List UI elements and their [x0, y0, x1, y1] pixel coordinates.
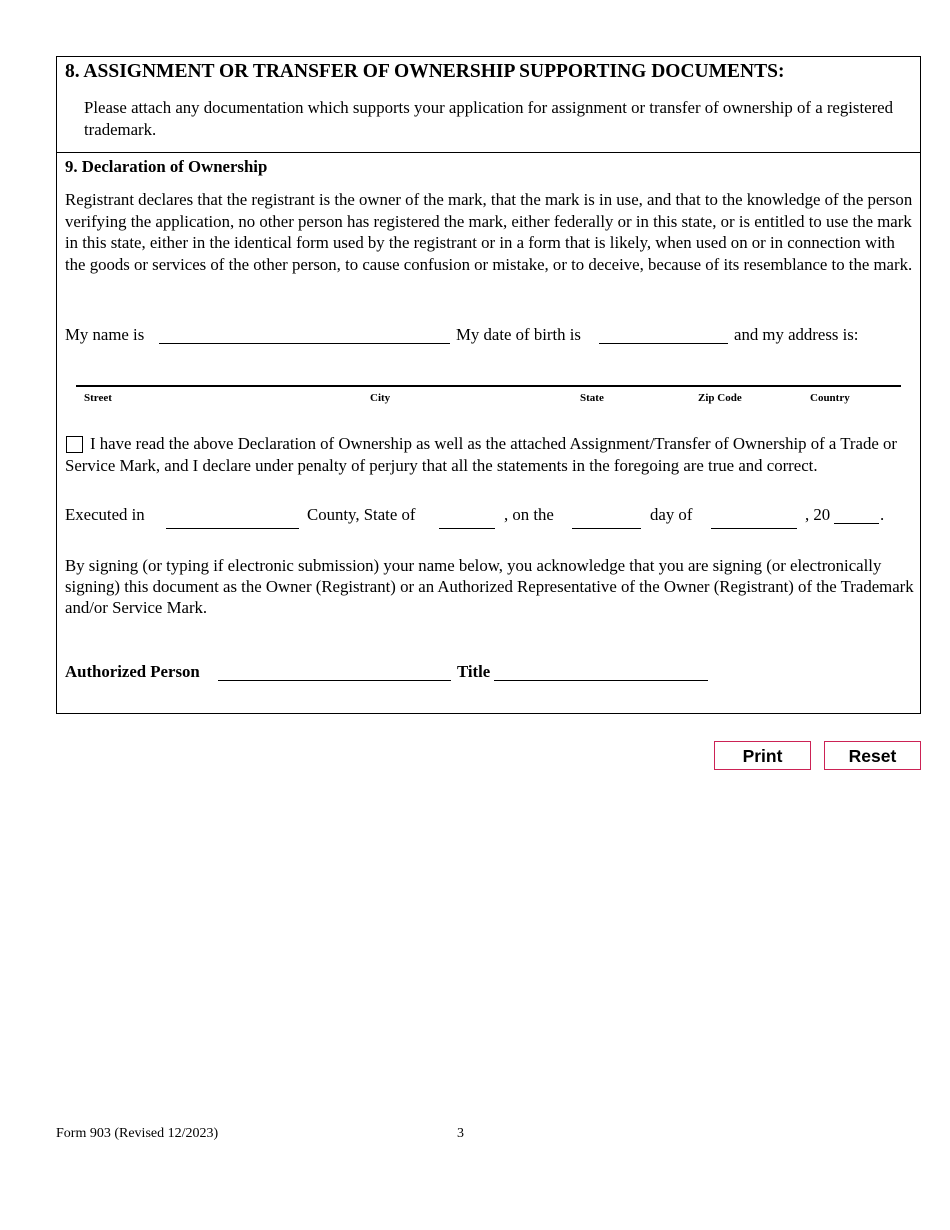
address-label-state: State — [580, 392, 604, 404]
title-field[interactable] — [494, 680, 708, 681]
year-field[interactable] — [834, 523, 879, 524]
title-label: Title — [457, 662, 491, 681]
section9-heading: 9. Declaration of Ownership — [65, 157, 268, 176]
executed-in-field[interactable] — [166, 528, 299, 529]
authorized-person-field[interactable] — [218, 680, 451, 681]
dob-field[interactable] — [599, 343, 728, 344]
month-field[interactable] — [711, 528, 797, 529]
on-the-label: , on the — [504, 505, 554, 524]
print-button[interactable]: Print — [714, 741, 811, 770]
form-id: Form 903 (Revised 12/2023) — [56, 1126, 219, 1141]
address-label-country: Country — [810, 392, 850, 404]
county-state-label: County, State of — [307, 505, 416, 524]
reset-button[interactable]: Reset — [824, 741, 921, 770]
name-field[interactable] — [159, 343, 450, 344]
year-prefix: , 20 — [805, 505, 831, 524]
day-of-label: day of — [650, 505, 693, 524]
dob-prefix: My date of birth is — [456, 325, 581, 344]
year-suffix: . — [880, 505, 885, 524]
executed-in-label: Executed in — [65, 505, 145, 524]
name-prefix: My name is — [65, 325, 145, 344]
day-field[interactable] — [572, 528, 641, 529]
state-field[interactable] — [439, 528, 495, 529]
section8-heading: 8. ASSIGNMENT OR TRANSFER OF OWNERSHIP SUPPORTING DOCUMENTS: — [65, 61, 785, 82]
section8-body: Please attach any documentation which supports your application for assignment or transfer of ownership of a registered trademark. — [84, 98, 893, 139]
page-number: 3 — [457, 1126, 464, 1141]
address-field[interactable] — [76, 385, 901, 387]
declaration-text: I have read the above Declaration of Ownership as well as the attached Assignment/Transfer of Ownership of a Trade or Service Mark, and I declare under penalty of perjury that all the statements in the foregoing are true and correct. — [65, 434, 897, 475]
address-prefix: and my address is: — [734, 325, 859, 344]
address-label-street: Street — [84, 392, 112, 404]
section9-body: Registrant declares that the registrant is the owner of the mark, that the mark is in use, and that to the knowledge of the person verifying the application, no other person has registered the mark, either federally or in this state, or is entitled to use the mark in this state, either in the identical form used by the registrant or in a form that is likely, when used on or in connection with the goods or services of the other person, to cause confusion or mistake, or to deceive, because of its resemblance to the mark. — [65, 190, 913, 274]
section-divider — [56, 152, 921, 153]
address-label-city: City — [370, 392, 391, 404]
authorized-person-label: Authorized Person — [65, 662, 200, 681]
address-label-zip: Zip Code — [698, 392, 742, 404]
signing-note: By signing (or typing if electronic submission) your name below, you acknowledge that you are signing (or electronically signing) this document as the Owner (Registrant) or an Authorized Representative of the Owner (Registrant) of the Trademark and/or Service Mark. — [65, 556, 914, 617]
